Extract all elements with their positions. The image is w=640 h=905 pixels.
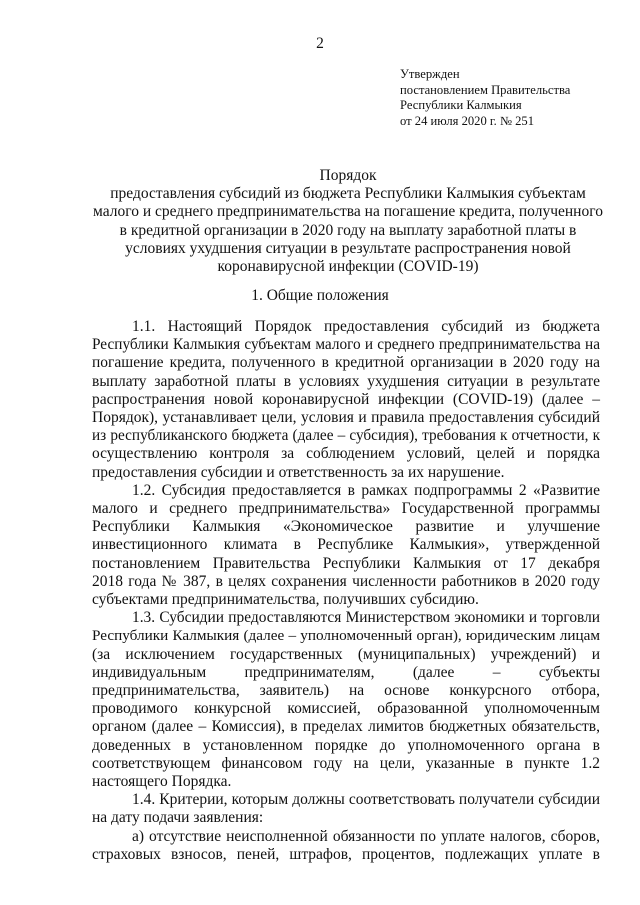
body-line: а) отсутствие неисполненной обязанности по уплате налогов, сборов, [132, 827, 600, 845]
body-line: 1.2. Субсидия предоставляется в рамках подпрограммы 2 «Развитие [132, 481, 600, 499]
body-line: выплату заработной платы в условиях ухудшения ситуации в результате [92, 372, 600, 390]
title-line: условиях ухудшения ситуации в результате распространения новой [125, 239, 571, 257]
body-line: 1.1. Настоящий Порядок предоставления субсидий из бюджета [132, 318, 600, 335]
body-line: Республики Калмыкия (далее – уполномоченный орган), юридическим лицам [92, 627, 600, 645]
body-line: 2018 года № 387, в целях сохранения численности работников в 2020 году [92, 572, 600, 590]
approval-line: постановлением Правительства [400, 82, 571, 97]
body-line: Республики Калмыкия субъектам малого и среднего предпринимательства на [92, 336, 600, 354]
body-line: субъектами предпринимательства, получивших субсидию. [92, 591, 479, 609]
body-line: органом (далее – Комиссия), в пределах лимитов бюджетных обязательств, [92, 718, 600, 736]
body-line: индивидуальным предпринимателям, (далее – субъекты [92, 663, 600, 681]
body-line: (за исключением государственных (муниципальных) учреждений) и [92, 645, 600, 663]
body-line: предоставления субсидии и ответственность за их нарушение. [92, 463, 505, 481]
title-line: в кредитной организации в 2020 году на выплату заработной платы в [119, 221, 577, 239]
body-line: 1.3. Субсидии предоставляются Министерством экономики и торговли [132, 609, 600, 627]
title-line: малого и среднего предпринимательства на погашение кредита, полученного [93, 203, 603, 221]
document-title [92, 167, 604, 276]
body-text [92, 318, 600, 864]
body-line: соответствующем финансовом году на цели, указанные в пункте 1.2 [92, 754, 600, 772]
body-line: Республики Калмыкия «Экономическое развитие и улучшение [92, 518, 600, 536]
body-line: малого и среднего предпринимательства» Государственной программы [92, 500, 600, 518]
body-line: постановлением Правительства Республики Калмыкия от 17 декабря [92, 554, 600, 572]
approval-line: Утвержден [400, 67, 460, 81]
section-heading: 1. Общие положения [251, 287, 389, 304]
body-line: из республиканского бюджета (далее – субсидия), требования к отчетности, к [92, 427, 600, 445]
body-line: инвестиционного климата в Республике Калмыкия», утвержденной [92, 536, 600, 554]
title-line: коронавирусной инфекции (COVID-19) [217, 258, 479, 276]
body-line: настоящего Порядка. [92, 773, 232, 791]
body-line: Порядок), устанавливает цели, условия и правила предоставления субсидий [92, 409, 600, 427]
approval-stamp [400, 67, 570, 129]
body-line: доведенных в установленном порядке до уполномоченного органа в [92, 736, 600, 754]
approval-line: Республики Калмыкия [400, 98, 522, 113]
body-line: страховых взносов, пеней, штрафов, процентов, подлежащих уплате в [92, 845, 600, 863]
body-line: предпринимательства, заявитель) на основе конкурсного отбора, [92, 682, 600, 700]
title-line: Порядок [319, 167, 377, 184]
body-line: распространения новой коронавирусной инфекции (COVID-19) (далее – [92, 390, 600, 408]
body-line: погашение кредита, полученного в кредитной организации в 2020 году на [92, 354, 600, 372]
body-line: на дату подачи заявления: [92, 809, 264, 827]
body-line: осуществлению контроля за соблюдением условий, целей и порядка [92, 445, 600, 463]
title-line: предоставления субсидий из бюджета Республики Калмыкия субъектам [110, 185, 586, 203]
body-line: проводимого конкурсной комиссией, образованной уполномоченным [92, 700, 600, 718]
approval-line: от 24 июля 2020 г. № 251 [400, 113, 535, 128]
page-number: 2 [316, 35, 324, 52]
body-line: 1.4. Критерии, которым должны соответствовать получатели субсидии [132, 791, 600, 809]
